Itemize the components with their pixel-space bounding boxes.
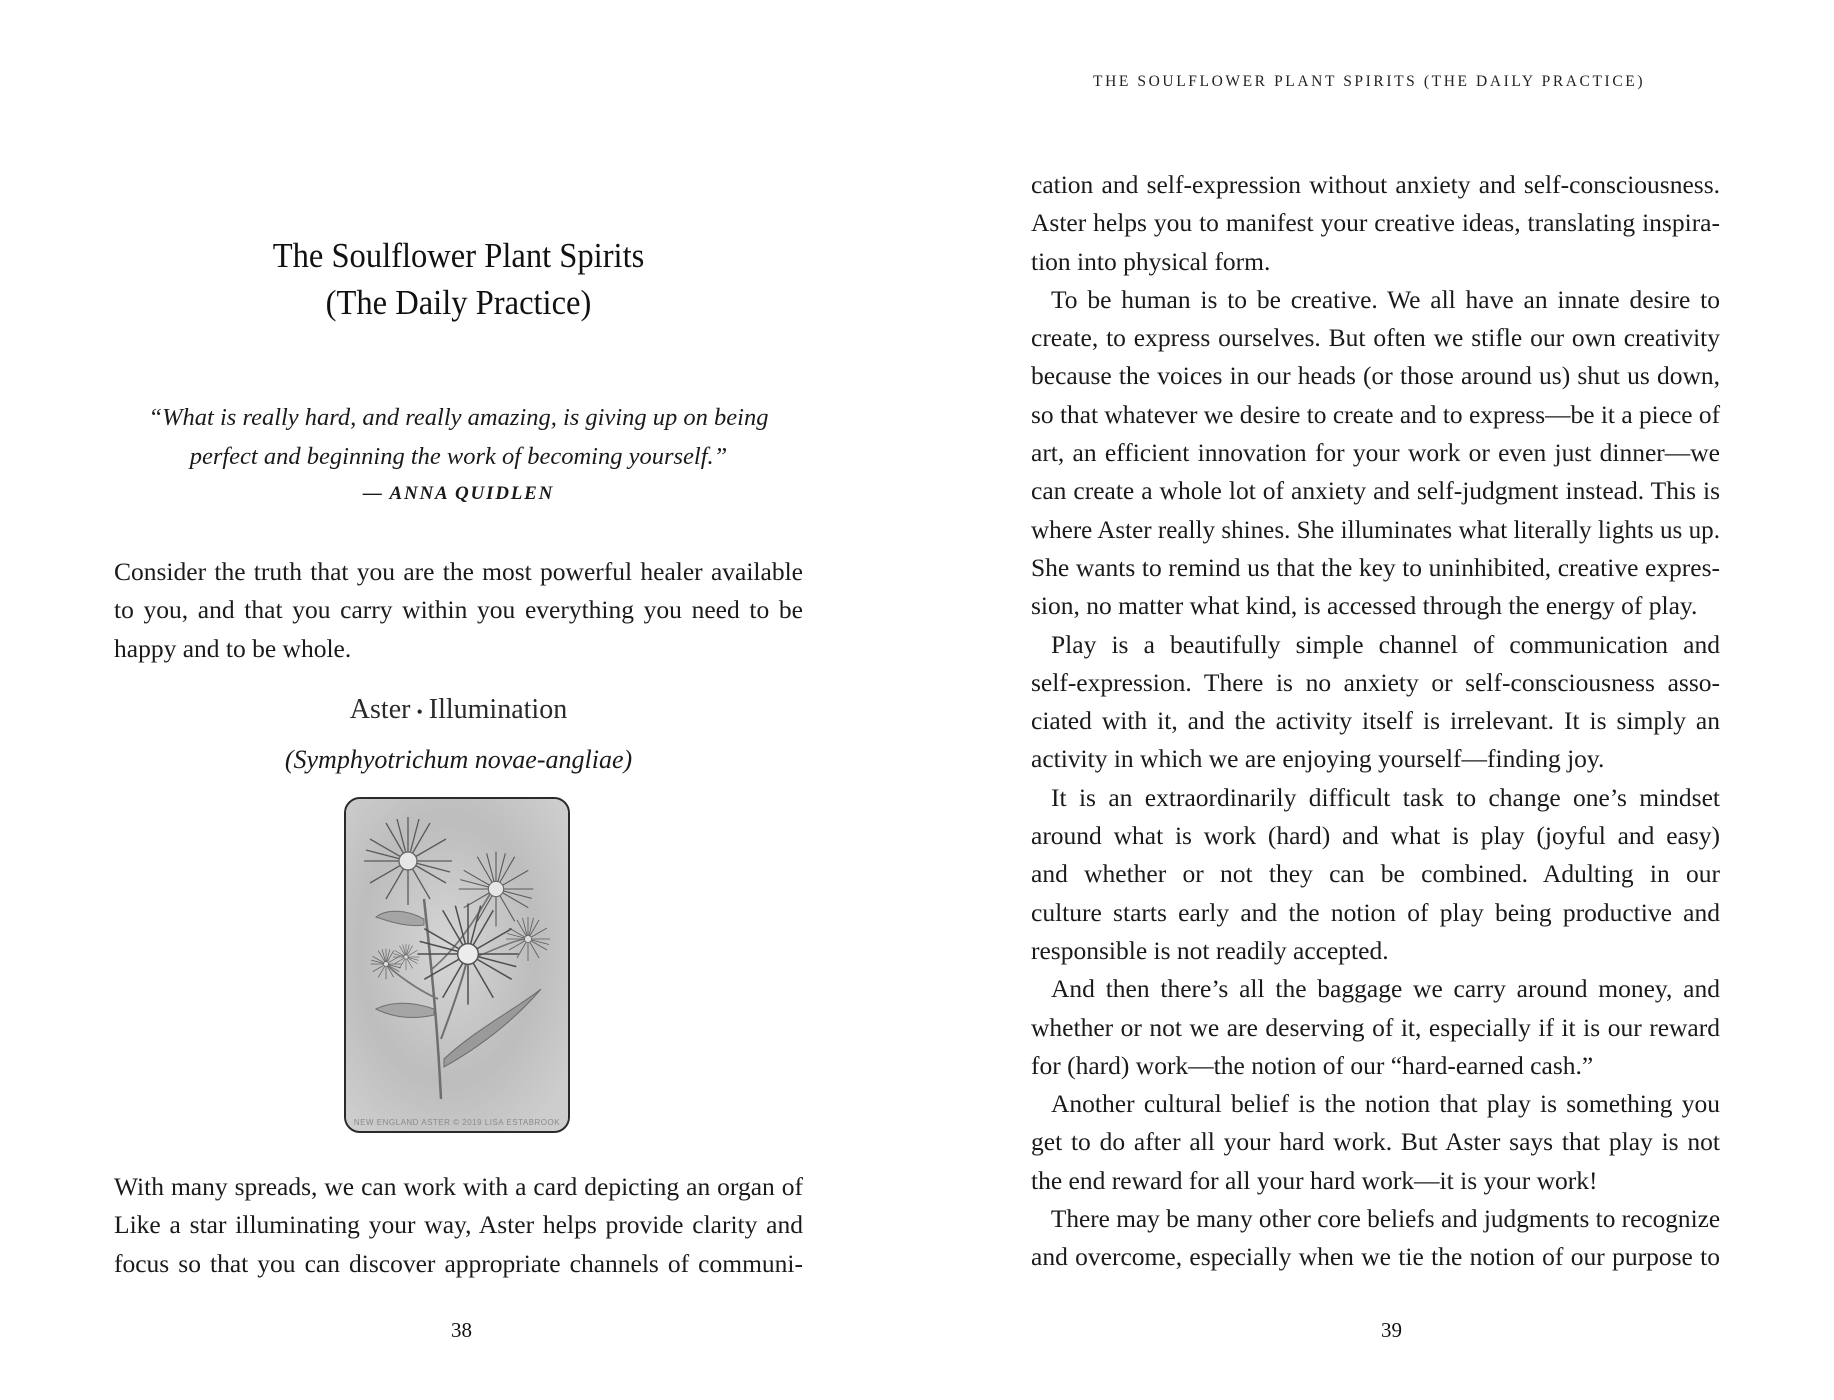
text-line: Aster helps you to manifest your creative ideas, translating inspira- xyxy=(1031,208,1720,238)
chapter-title-line-1: The Soulflower Plant Spirits xyxy=(272,236,645,275)
chapter-title-line-2: (The Daily Practice) xyxy=(325,283,592,322)
text-line: whether or not we are deserving of it, especially if it is our reward xyxy=(1031,1012,1720,1042)
text-line: art, an efficient innovation for your work or even just dinner—we xyxy=(1031,438,1720,468)
section-theme: Illumination xyxy=(428,694,568,725)
intro-paragraph xyxy=(114,553,803,668)
text-line: ciated with it, and the activity itself is irrelevant. It is simply an xyxy=(1031,706,1720,736)
text-line: tion into physical form. xyxy=(1031,246,1271,276)
text-line: where Aster really shines. She illuminates what literally lights us up. xyxy=(1031,514,1721,544)
epigraph-attribution: — ANNA QUIDLEN xyxy=(362,483,555,504)
text-line: and whether or not they can be combined. Adulting in our xyxy=(1031,859,1720,889)
text-line: around what is work (hard) and what is play (joyful and easy) xyxy=(1031,821,1720,851)
text-line: and overcome, especially when we tie the notion of our purpose to xyxy=(1031,1242,1720,1272)
text-line: happy and to be whole. xyxy=(114,633,352,663)
text-line: Like a star illuminating your way, Aster helps provide clarity and xyxy=(114,1210,803,1240)
running-header: THE SOULFLOWER PLANT SPIRITS (THE DAILY PRACTICE) xyxy=(1093,73,1646,90)
text-line: for (hard) work—the notion of our “hard-earned cash.” xyxy=(1031,1050,1594,1080)
paragraph-first-line: And then there’s all the baggage we carry around money, and xyxy=(1051,974,1720,1004)
scientific-name: (Symphyotrichum novae-angliae) xyxy=(284,745,633,774)
chapter-title xyxy=(138,232,779,326)
text-line: can create a whole lot of anxiety and self-judgment instead. This is xyxy=(1031,476,1720,506)
text-line: self-expression. There is no anxiety or self-consciousness asso- xyxy=(1031,667,1720,697)
epigraph xyxy=(114,399,803,514)
card-caption: NEW ENGLAND ASTER © 2019 LISA ESTABROOK xyxy=(353,1118,561,1127)
section-plant-name: Aster xyxy=(349,694,411,725)
text-line: Consider the truth that you are the most powerful healer available xyxy=(114,557,803,586)
paragraph-first-line: Another cultural belief is the notion that play is something you xyxy=(1051,1089,1720,1119)
paragraph-first-line: Play is a beautifully simple channel of communication and xyxy=(1051,629,1720,659)
text-line: so that whatever we desire to create and to express—be it a piece of xyxy=(1031,399,1721,429)
page-number-left: 38 xyxy=(451,1318,472,1342)
epigraph-line-2: perfect and beginning the work of becoming yourself.” xyxy=(189,442,728,470)
text-line: She wants to remind us that the key to uninhibited, creative expres- xyxy=(1031,552,1720,582)
text-line: cation and self-expression without anxiety and self-consciousness. xyxy=(1031,170,1720,199)
right-page xyxy=(917,0,1834,1400)
paragraph-first-line: To be human is to be creative. We all have an innate desire to xyxy=(1051,284,1720,314)
page-number-right: 39 xyxy=(1381,1318,1402,1342)
text-line: create, to express ourselves. But often we stifle our own creativity xyxy=(1031,323,1720,353)
section-heading xyxy=(114,690,803,732)
text-line: sion, no matter what kind, is accessed through the energy of play. xyxy=(1031,591,1698,621)
aster-flower-icon xyxy=(346,799,570,1133)
epigraph-line-1: “What is really hard, and really amazing, is giving up on being xyxy=(148,404,769,431)
paragraph-first-line: It is an extraordinarily difficult task to change one’s mindset xyxy=(1051,782,1720,812)
bullet-separator: • xyxy=(416,701,423,722)
text-line: culture starts early and the notion of play being productive and xyxy=(1031,897,1720,927)
text-line: because the voices in our heads (or those around us) shut us down, xyxy=(1031,361,1720,391)
text-line: activity in which we are enjoying yourself—finding joy. xyxy=(1031,744,1605,774)
closing-paragraph xyxy=(114,1168,803,1283)
text-line: get to do after all your hard work. But Aster says that play is not xyxy=(1031,1127,1720,1157)
text-line: responsible is not readily accepted. xyxy=(1031,935,1389,965)
body-text xyxy=(1031,166,1720,1277)
text-line: to you, and that you carry within you everything you need to be xyxy=(114,595,803,625)
aster-card-illustration xyxy=(344,797,570,1133)
text-line: the end reward for all your hard work—it is your work! xyxy=(1031,1165,1598,1195)
text-line: With many spreads, we can work with a card depicting an organ of xyxy=(114,1172,803,1201)
text-line: focus so that you can discover appropriate channels of communi- xyxy=(114,1248,803,1278)
paragraph-first-line: There may be many other core beliefs and judgments to recognize xyxy=(1050,1204,1721,1234)
